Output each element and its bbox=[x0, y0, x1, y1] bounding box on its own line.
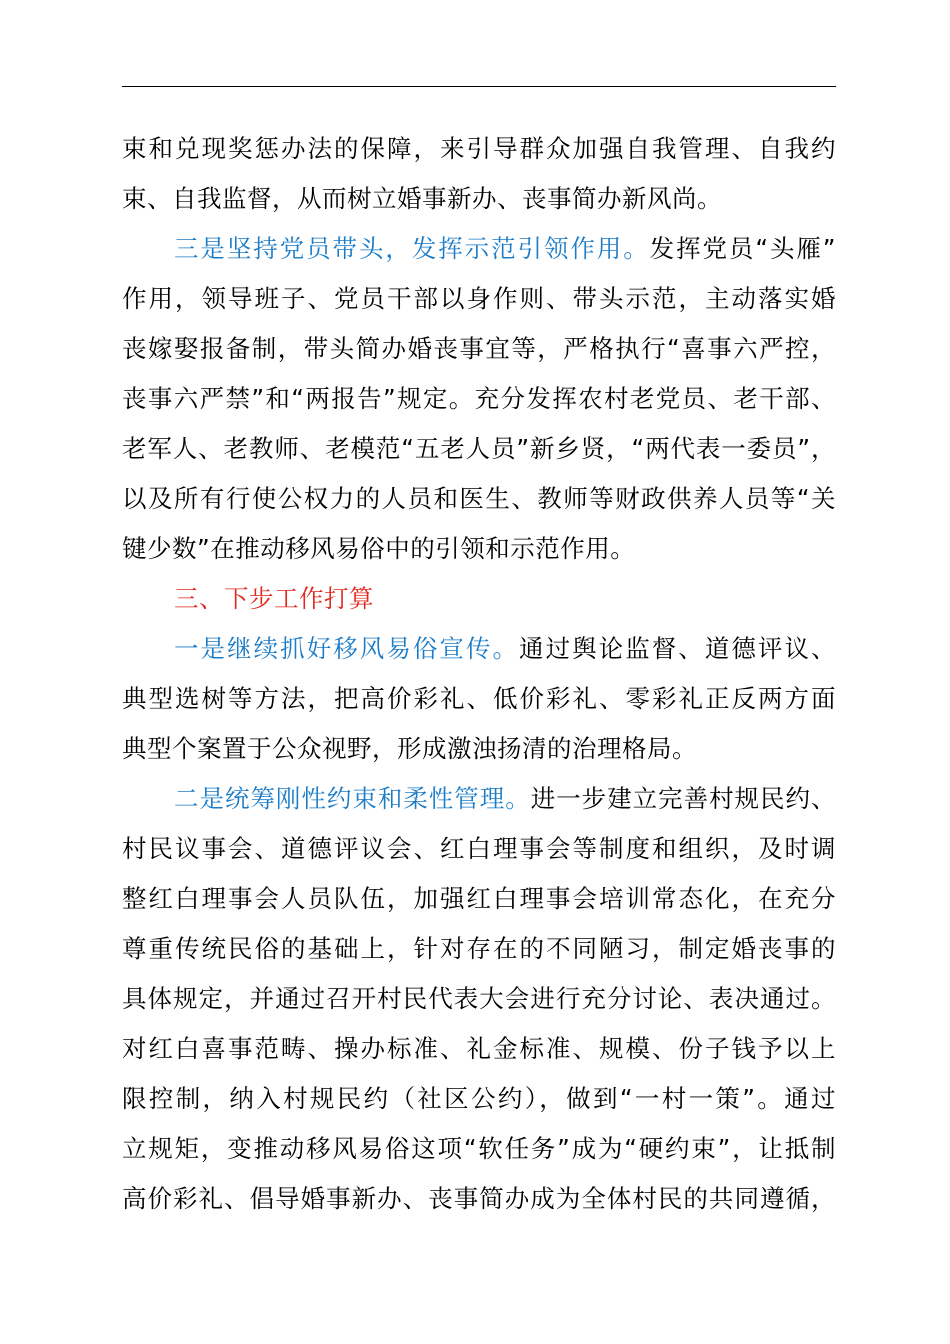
text-line: 典型选树等方法，把高价彩礼、低价彩礼、零彩礼正反两方面 bbox=[122, 684, 836, 713]
header-rule bbox=[122, 86, 836, 87]
document-body bbox=[122, 124, 836, 1224]
paragraph-heading: 三是坚持党员带头，发挥示范引领作用。 bbox=[174, 234, 650, 263]
text-line: 键少数”在推动移风易俗中的引领和示范作用。 bbox=[122, 534, 636, 563]
text-line: 村民议事会、道德评议会、红白理事会等制度和组织，及时调 bbox=[122, 834, 836, 863]
text-line: 作用，领导班子、党员干部以身作则、带头示范，主动落实婚 bbox=[122, 284, 836, 313]
paragraph-start: 三是坚持党员带头，发挥示范引领作用。发挥党员“头雁” bbox=[174, 234, 836, 263]
text-line: 以及所有行使公权力的人员和医生、教师等财政供养人员等“关 bbox=[122, 484, 836, 513]
text-line: 对红白喜事范畴、操办标准、礼金标准、规模、份子钱予以上 bbox=[122, 1034, 836, 1063]
text-line: 尊重传统民俗的基础上，针对存在的不同陋习，制定婚丧事的 bbox=[122, 934, 836, 963]
text-line: 整红白理事会人员队伍，加强红白理事会培训常态化，在充分 bbox=[122, 884, 836, 913]
text-line: 立规矩，变推动移风易俗这项“软任务”成为“硬约束”，让抵制 bbox=[122, 1134, 836, 1163]
text-line: 束和兑现奖惩办法的保障，来引导群众加强自我管理、自我约 bbox=[122, 134, 836, 163]
paragraph-start: 一是继续抓好移风易俗宣传。通过舆论监督、道德评议、 bbox=[174, 634, 837, 663]
text-line: 高价彩礼、倡导婚事新办、丧事简办成为全体村民的共同遵循， bbox=[122, 1184, 836, 1213]
section-heading: 三、下步工作打算 bbox=[174, 584, 374, 613]
paragraph-heading: 一是继续抓好移风易俗宣传。 bbox=[174, 634, 520, 663]
paragraph-start: 二是统筹刚性约束和柔性管理。进一步建立完善村规民约、 bbox=[174, 784, 836, 813]
text-line: 限控制，纳入村规民约（社区公约），做到“一村一策”。通过 bbox=[122, 1084, 836, 1113]
paragraph-heading: 二是统筹刚性约束和柔性管理。 bbox=[174, 784, 531, 813]
text-line: 丧事六严禁”和“两报告”规定。充分发挥农村老党员、老干部、 bbox=[122, 384, 836, 413]
text-line: 具体规定，并通过召开村民代表大会进行充分讨论、表决通过。 bbox=[122, 984, 836, 1013]
text-line: 典型个案置于公众视野，形成激浊扬清的治理格局。 bbox=[122, 734, 697, 763]
text-line: 老军人、老教师、老模范“五老人员”新乡贤，“两代表一委员”， bbox=[122, 434, 836, 463]
text-line: 丧嫁娶报备制，带头简办婚丧事宜等，严格执行“喜事六严控， bbox=[122, 334, 836, 363]
text-line: 束、自我监督，从而树立婚事新办、丧事简办新风尚。 bbox=[122, 184, 722, 213]
